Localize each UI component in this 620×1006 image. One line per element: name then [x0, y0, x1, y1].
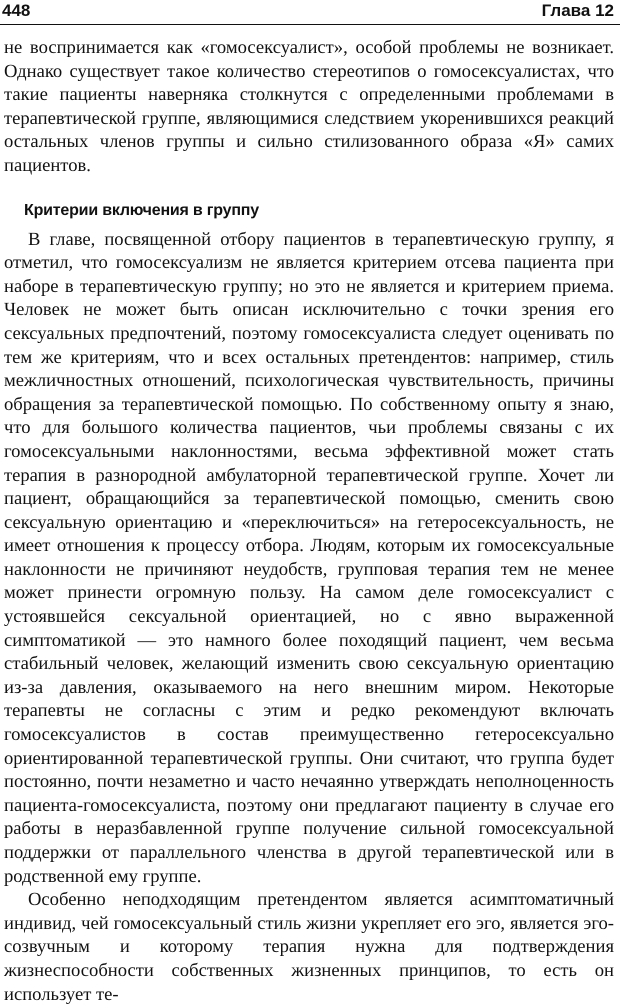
running-header [0, 0, 620, 25]
paragraph-unsuitable-candidate: Особенно неподходящим претендентом является асимптоматичный индивид, чей гомосексуальный стиль жизни укрепляет его эго, является эго-созвучным и которому терапия нужна для подтверждения жизнеспособности собственных жизненных принципов, то есть он использует те- [4, 889, 614, 1005]
paragraph-selection-criteria: В главе, посвященной отбору пациентов в терапевтическую группу, я отметил, что гомосексуализм не является критерием отсева пациента при наборе в терапевтическую группу; но это не является и критерием приема. Человек не может быть описан исключительно с точки зрения его сексуальных предпочтений, поэтому гомосексуалиста следует оценивать по тем же критериям, что и всех остальных претендентов: например, стиль межличностных отношений, психологическая чувствительность, причины обращения за терапевтической помощью. По собственному опыту я знаю, что для большого количества пациентов, чьи проблемы связаны с их гомосексуальными наклонностями, весьма эффективной может стать терапия в разнородной амбулаторной терапевтической группе. Хочет ли пациент, обращающийся за терапевтической помощью, сменить свою сексуальную ориентацию и «переключиться» на гетеросексуальность, не имеет отношения к процессу отбора. Людям, которым их гомосексуальные наклонности не причиняют неудобств, групповая терапия тем не менее может принести огромную пользу. На самом деле гомосексуалист с устоявшейся сексуальной ориентацией, но с явно выраженной симптоматикой — это намного более походящий пациент, чем весьма стабильный человек, желающий изменить свою сексуальную ориентацию из-за давления, оказываемого на него внешним миром. Некоторые терапевты не согласны с этим и редко рекомендуют включать гомосексуалистов в состав преимущественно гетеросексуально ориентированной терапевтической группы. Они считают, что группа будет постоянно, почти незаметно и часто нечаянно утверждать неполноценность пациента-гомосексуалиста, поэтому они предлагают пациенту в случае его работы в неразбавленной группе получение сильной гомосексуальной поддержки от параллельного членства в другой терапевтической или в родственной ему группе. [4, 228, 614, 887]
body-text [4, 36, 614, 1006]
paragraph-continuation: не воспринимается как «гомосексуалист», особой проблемы не возникает. Однако существует такое количество стереотипов о гомосексуалистах, что такие пациенты наверняка столкнутся с определенными проблемами в терапевтической группе, являющимися следствием укоренившихся реакций остальных членов группы и сильно стилизованного образа «Я» самих пациентов. [4, 37, 614, 176]
section-heading: Критерии включения в группу [24, 201, 259, 219]
page-number: 448 [2, 1, 31, 20]
chapter-title: Глава 12 [541, 1, 614, 20]
